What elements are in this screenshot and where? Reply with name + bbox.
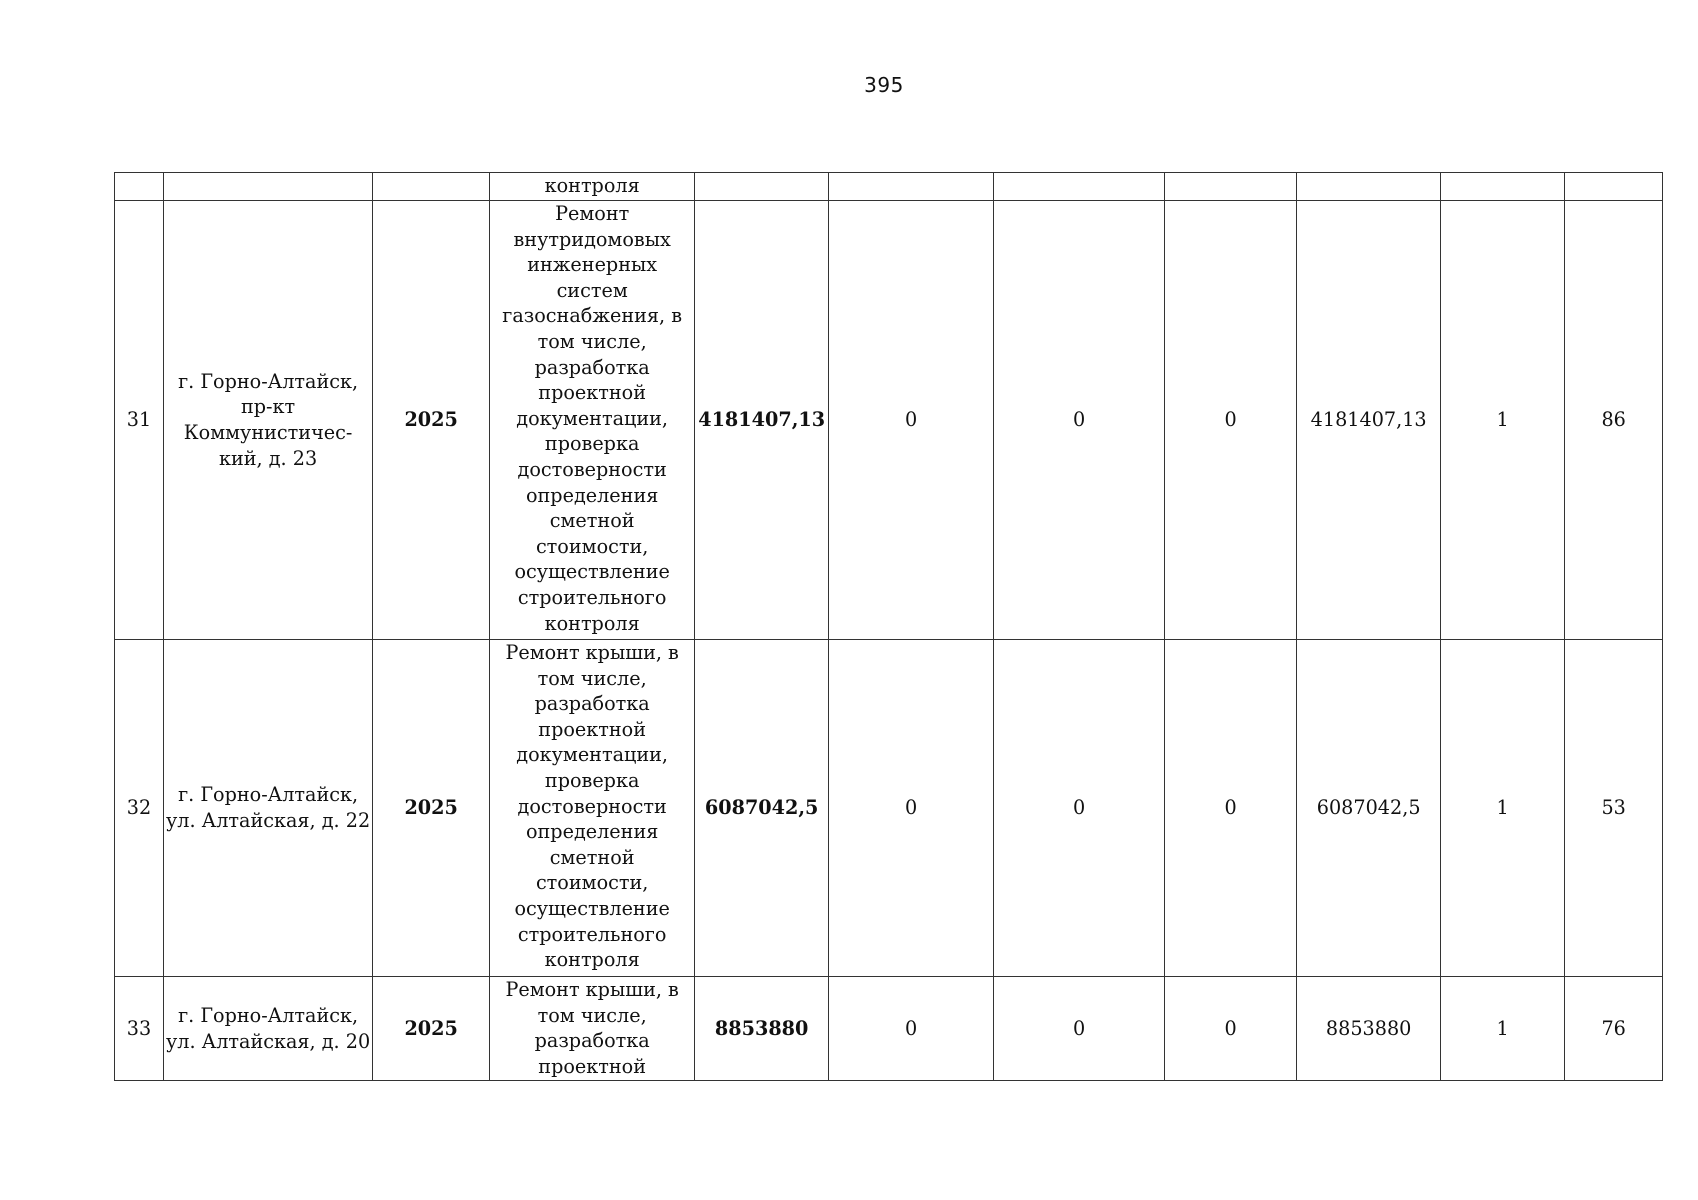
work-line: Ремонт крыши, в bbox=[505, 641, 679, 664]
work-line: сметной bbox=[549, 509, 635, 533]
work-line: том числе, bbox=[537, 329, 647, 353]
work-line: осуществление bbox=[514, 896, 670, 920]
work-line: проектной bbox=[538, 1054, 647, 1078]
value-cell: 0 bbox=[994, 201, 1165, 640]
address-line: г. Горно-Алтайск, bbox=[178, 1003, 359, 1027]
value-cell: 1 bbox=[1441, 640, 1565, 977]
work-line: контроля bbox=[544, 948, 640, 972]
work-line: газоснабжения, в bbox=[502, 304, 683, 328]
value-cell: 0 bbox=[829, 201, 994, 640]
year-cell: 2025 bbox=[373, 977, 490, 1081]
table-row bbox=[115, 977, 1663, 1081]
value-cell: 0 bbox=[829, 977, 994, 1081]
repair-program-table bbox=[114, 172, 1663, 1081]
value-cell: 0 bbox=[1165, 640, 1297, 977]
table-cell bbox=[695, 173, 829, 201]
address-line: ул. Алтайская, д. 22 bbox=[166, 809, 371, 832]
table-cell bbox=[164, 173, 373, 201]
value-cell: 0 bbox=[994, 977, 1165, 1081]
page-number: 395 bbox=[864, 73, 904, 97]
work-line: стоимости, bbox=[535, 871, 649, 895]
work-line: внутридомовых bbox=[513, 227, 671, 251]
work-type-cell bbox=[490, 640, 695, 977]
year-cell: 2025 bbox=[373, 201, 490, 640]
table-row bbox=[115, 640, 1663, 977]
table-cell bbox=[1165, 173, 1297, 201]
work-line: разработка bbox=[534, 692, 650, 716]
value-cell: 76 bbox=[1565, 977, 1663, 1081]
table-cell bbox=[115, 173, 164, 201]
value-cell: 6087042,5 bbox=[1297, 640, 1441, 977]
total-cost-cell: 6087042,5 bbox=[695, 640, 829, 977]
work-line: разработка bbox=[534, 355, 650, 379]
work-line: достоверности bbox=[517, 794, 667, 818]
work-line: документации, bbox=[516, 406, 669, 430]
value-cell: 0 bbox=[994, 640, 1165, 977]
year-cell: 2025 bbox=[373, 640, 490, 977]
work-line: определения bbox=[525, 820, 659, 844]
work-line: проверка bbox=[544, 768, 640, 792]
total-cost-cell: 4181407,13 bbox=[695, 201, 829, 640]
value-cell: 86 bbox=[1565, 201, 1663, 640]
address-cell bbox=[164, 201, 373, 640]
table-row-continuation bbox=[115, 173, 1663, 201]
table-cell bbox=[373, 173, 490, 201]
work-line: строительного bbox=[517, 585, 667, 609]
value-cell: 0 bbox=[1165, 977, 1297, 1081]
work-line: Ремонт bbox=[555, 202, 630, 225]
row-number: 31 bbox=[115, 201, 164, 640]
value-cell: 4181407,13 bbox=[1297, 201, 1441, 640]
table-row bbox=[115, 201, 1663, 640]
row-number: 32 bbox=[115, 640, 164, 977]
work-line: том числе, bbox=[537, 1003, 647, 1027]
row-number: 33 bbox=[115, 977, 164, 1081]
work-line: проверка bbox=[544, 432, 640, 456]
work-line: определения bbox=[525, 483, 659, 507]
address-line: ул. Алтайская, д. 20 bbox=[166, 1029, 371, 1053]
table-cell bbox=[1441, 173, 1565, 201]
value-cell: 53 bbox=[1565, 640, 1663, 977]
work-line: контроля bbox=[544, 611, 640, 635]
work-line: строительного bbox=[517, 922, 667, 946]
address-line: г. Горно-Алтайск, bbox=[178, 369, 359, 393]
work-line: стоимости, bbox=[535, 534, 649, 558]
work-line: проектной bbox=[538, 717, 647, 741]
work-line: Ремонт крыши, в bbox=[505, 978, 679, 1001]
address-line: г. Горно-Алтайск, bbox=[178, 783, 359, 807]
value-cell: 0 bbox=[829, 640, 994, 977]
work-type-cell: контроля bbox=[490, 173, 695, 201]
table-cell bbox=[1565, 173, 1663, 201]
work-line: инженерных bbox=[527, 253, 658, 277]
work-line: документации, bbox=[516, 743, 669, 767]
address-cell bbox=[164, 640, 373, 977]
work-line: осуществление bbox=[514, 560, 670, 584]
work-line: сметной bbox=[549, 845, 635, 869]
work-type-cell bbox=[490, 977, 695, 1081]
table-cell bbox=[829, 173, 994, 201]
work-line: том числе, bbox=[537, 666, 647, 690]
table-cell bbox=[1297, 173, 1441, 201]
work-line: достоверности bbox=[517, 457, 667, 481]
table-cell bbox=[994, 173, 1165, 201]
address-cell bbox=[164, 977, 373, 1081]
work-line: систем bbox=[556, 278, 628, 302]
value-cell: 1 bbox=[1441, 977, 1565, 1081]
total-cost-cell: 8853880 bbox=[695, 977, 829, 1081]
work-line: проектной bbox=[538, 381, 647, 405]
address-line: кий, д. 23 bbox=[218, 446, 318, 470]
address-line: пр-кт bbox=[240, 395, 296, 419]
value-cell: 0 bbox=[1165, 201, 1297, 640]
work-line: разработка bbox=[534, 1029, 650, 1053]
value-cell: 1 bbox=[1441, 201, 1565, 640]
address-line: Коммунистичес- bbox=[183, 421, 353, 444]
work-type-cell bbox=[490, 201, 695, 640]
value-cell: 8853880 bbox=[1297, 977, 1441, 1081]
